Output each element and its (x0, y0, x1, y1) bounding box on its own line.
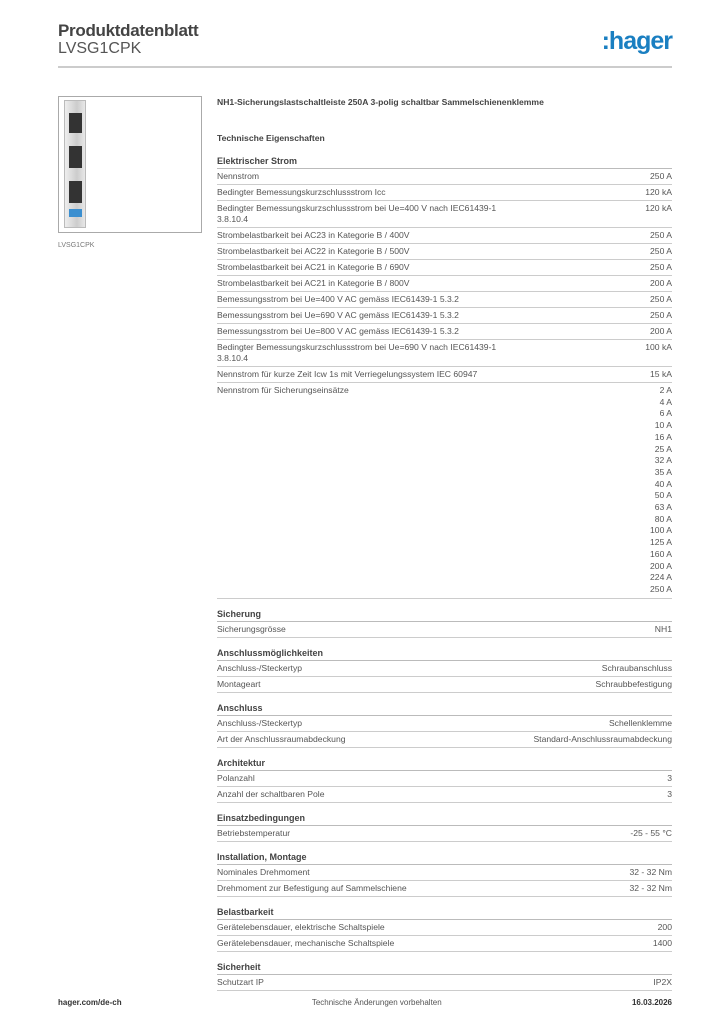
property-row (217, 865, 672, 881)
property-value: 3 (667, 772, 672, 783)
property-value: Schellenklemme (608, 717, 672, 728)
property-label: Anschluss-/Steckertyp (217, 717, 303, 728)
property-row (217, 622, 672, 638)
section-title: Belastbarkeit (217, 907, 672, 920)
section (217, 703, 672, 748)
property-value: 200 A (650, 326, 672, 336)
property-label: Nennstrom für kurze Zeit Icw 1s mit Verriegelungssystem IEC 60947 (217, 369, 478, 379)
property-value: Schraubbefestigung (595, 678, 672, 689)
product-title: NH1-Sicherungslastschaltleiste 250A 3-polig schaltbar Sammelschienenklemme (217, 97, 544, 107)
property-value: 100 kA (645, 342, 672, 352)
property-label: Polanzahl (217, 772, 255, 783)
section (217, 962, 672, 991)
value-item: 40 A (654, 478, 672, 489)
property-label: Bedingter Bemessungskurzschlussstrom bei Ue=400 V nach IEC61439-1 3.8.10.4 (217, 203, 497, 224)
section-title: Elektrischer Strom (217, 156, 672, 169)
property-label: Betriebstemperatur (217, 827, 291, 838)
property-value: 1400 (652, 937, 672, 948)
property-value: 250 A (650, 171, 672, 181)
property-label: Strombelastbarkeit bei AC21 in Kategorie B / 800V (217, 278, 410, 288)
page-title: Produktdatenblatt (58, 21, 199, 40)
property-label: Nennstrom (217, 171, 260, 181)
property-row (217, 367, 672, 383)
property-label: Strombelastbarkeit bei AC21 in Kategorie B / 690V (217, 262, 410, 272)
property-label: Schutzart IP (217, 976, 264, 987)
section (217, 648, 672, 693)
section-title: Sicherheit (217, 962, 672, 975)
property-value: 250 A (650, 262, 672, 272)
property-value: 200 A (650, 278, 672, 288)
property-label: Bedingter Bemessungskurzschlussstrom Icc (217, 187, 386, 197)
section-title: Architektur (217, 758, 672, 771)
property-label: Strombelastbarkeit bei AC22 in Kategorie B / 500V (217, 246, 410, 256)
value-item: 250 A (650, 583, 672, 594)
property-value: 250 A (650, 230, 672, 240)
property-value: 3 (667, 788, 672, 799)
section (217, 852, 672, 897)
section-title: Sicherung (217, 609, 672, 622)
property-value: NH1 (654, 623, 672, 634)
footer-note: Technische Änderungen vorbehalten (311, 998, 442, 1007)
property-value: 120 kA (645, 203, 672, 213)
property-row (217, 292, 672, 308)
property-label: Gerätelebensdauer, elektrische Schaltspiele (217, 921, 385, 932)
property-row (217, 185, 672, 201)
device-illustration (64, 100, 86, 228)
value-item: 224 A (650, 572, 672, 583)
property-label: Bedingter Bemessungskurzschlussstrom bei Ue=690 V nach IEC61439-1 3.8.10.4 (217, 342, 497, 363)
value-item: 200 A (650, 560, 672, 571)
property-label: Bemessungsstrom bei Ue=690 V AC gemäss IEC61439-1 5.3.2 (217, 310, 459, 320)
section-title: Installation, Montage (217, 852, 672, 865)
value-item: 50 A (654, 490, 672, 501)
product-code: LVSG1CPK (58, 40, 142, 57)
value-item: 10 A (654, 420, 672, 431)
section (217, 156, 672, 599)
property-label: Drehmoment zur Befestigung auf Sammelschiene (217, 882, 407, 893)
property-row (217, 716, 672, 732)
value-item: 6 A (659, 408, 672, 419)
datasheet-content (217, 97, 672, 1001)
footer-website: hager.com/de-ch (58, 998, 122, 1007)
footer (58, 998, 672, 1007)
value-item: 100 A (650, 525, 672, 536)
property-row (217, 244, 672, 260)
section (217, 907, 672, 952)
property-row (217, 169, 672, 185)
property-value: 200 (657, 921, 672, 932)
property-label: Gerätelebensdauer, mechanische Schaltspiele (217, 937, 395, 948)
section-title: Einsatzbedingungen (217, 813, 672, 826)
property-value: Schraubanschluss (601, 662, 672, 673)
image-caption: LVSG1CPK (58, 242, 95, 249)
property-row (217, 881, 672, 897)
value-item: 25 A (654, 443, 672, 454)
property-value: Standard-Anschlussraumabdeckung (533, 733, 672, 744)
value-item: 16 A (654, 431, 672, 442)
property-value (640, 385, 672, 596)
section (217, 758, 672, 803)
footer-date: 16.03.2026 (631, 998, 672, 1007)
property-value: 32 - 32 Nm (629, 866, 672, 877)
property-value: 15 kA (650, 369, 672, 379)
value-item: 160 A (650, 548, 672, 559)
property-label: Strombelastbarkeit bei AC23 in Kategorie B / 400V (217, 230, 410, 240)
value-item: 125 A (650, 537, 672, 548)
property-row (217, 383, 672, 599)
section (217, 609, 672, 638)
property-label: Bemessungsstrom bei Ue=400 V AC gemäss IEC61439-1 5.3.2 (217, 294, 459, 304)
property-label: Nominales Drehmoment (217, 866, 310, 877)
value-item: 2 A (659, 385, 672, 395)
property-value: 250 A (650, 246, 672, 256)
property-value: 120 kA (645, 187, 672, 197)
value-item: 35 A (654, 466, 672, 477)
property-label: Bemessungsstrom bei Ue=800 V AC gemäss IEC61439-1 5.3.2 (217, 326, 459, 336)
property-row (217, 787, 672, 803)
property-row (217, 276, 672, 292)
property-row (217, 826, 672, 842)
property-row (217, 936, 672, 952)
product-image (58, 96, 202, 233)
property-row (217, 732, 672, 748)
property-row (217, 771, 672, 787)
property-value: IP2X (653, 976, 672, 987)
property-row (217, 201, 672, 228)
property-row (217, 340, 672, 367)
divider (58, 66, 672, 68)
property-label: Anzahl der schaltbaren Pole (217, 788, 325, 799)
property-row (217, 677, 672, 693)
value-item: 4 A (659, 396, 672, 407)
property-row (217, 260, 672, 276)
section (217, 813, 672, 842)
property-value: 250 A (650, 294, 672, 304)
property-row (217, 228, 672, 244)
property-value: -25 - 55 °C (630, 827, 672, 838)
value-item: 32 A (654, 455, 672, 466)
property-label: Montageart (217, 678, 261, 689)
property-value: 250 A (650, 310, 672, 320)
value-item: 63 A (654, 502, 672, 513)
property-label: Anschluss-/Steckertyp (217, 662, 303, 673)
section-title: Anschlussmöglichkeiten (217, 648, 672, 661)
section-title: Anschluss (217, 703, 672, 716)
property-row (217, 661, 672, 677)
property-row (217, 324, 672, 340)
property-label: Art der Anschlussraumabdeckung (217, 733, 346, 744)
value-item: 80 A (654, 513, 672, 524)
property-row (217, 308, 672, 324)
hager-logo: :hager (601, 27, 672, 55)
property-label: Sicherungsgrösse (217, 623, 286, 634)
property-row (217, 920, 672, 936)
property-label: Nennstrom für Sicherungseinsätze (217, 385, 349, 395)
property-value: 32 - 32 Nm (629, 882, 672, 893)
property-row (217, 975, 672, 991)
tech-heading: Technische Eigenschaften (217, 133, 325, 143)
